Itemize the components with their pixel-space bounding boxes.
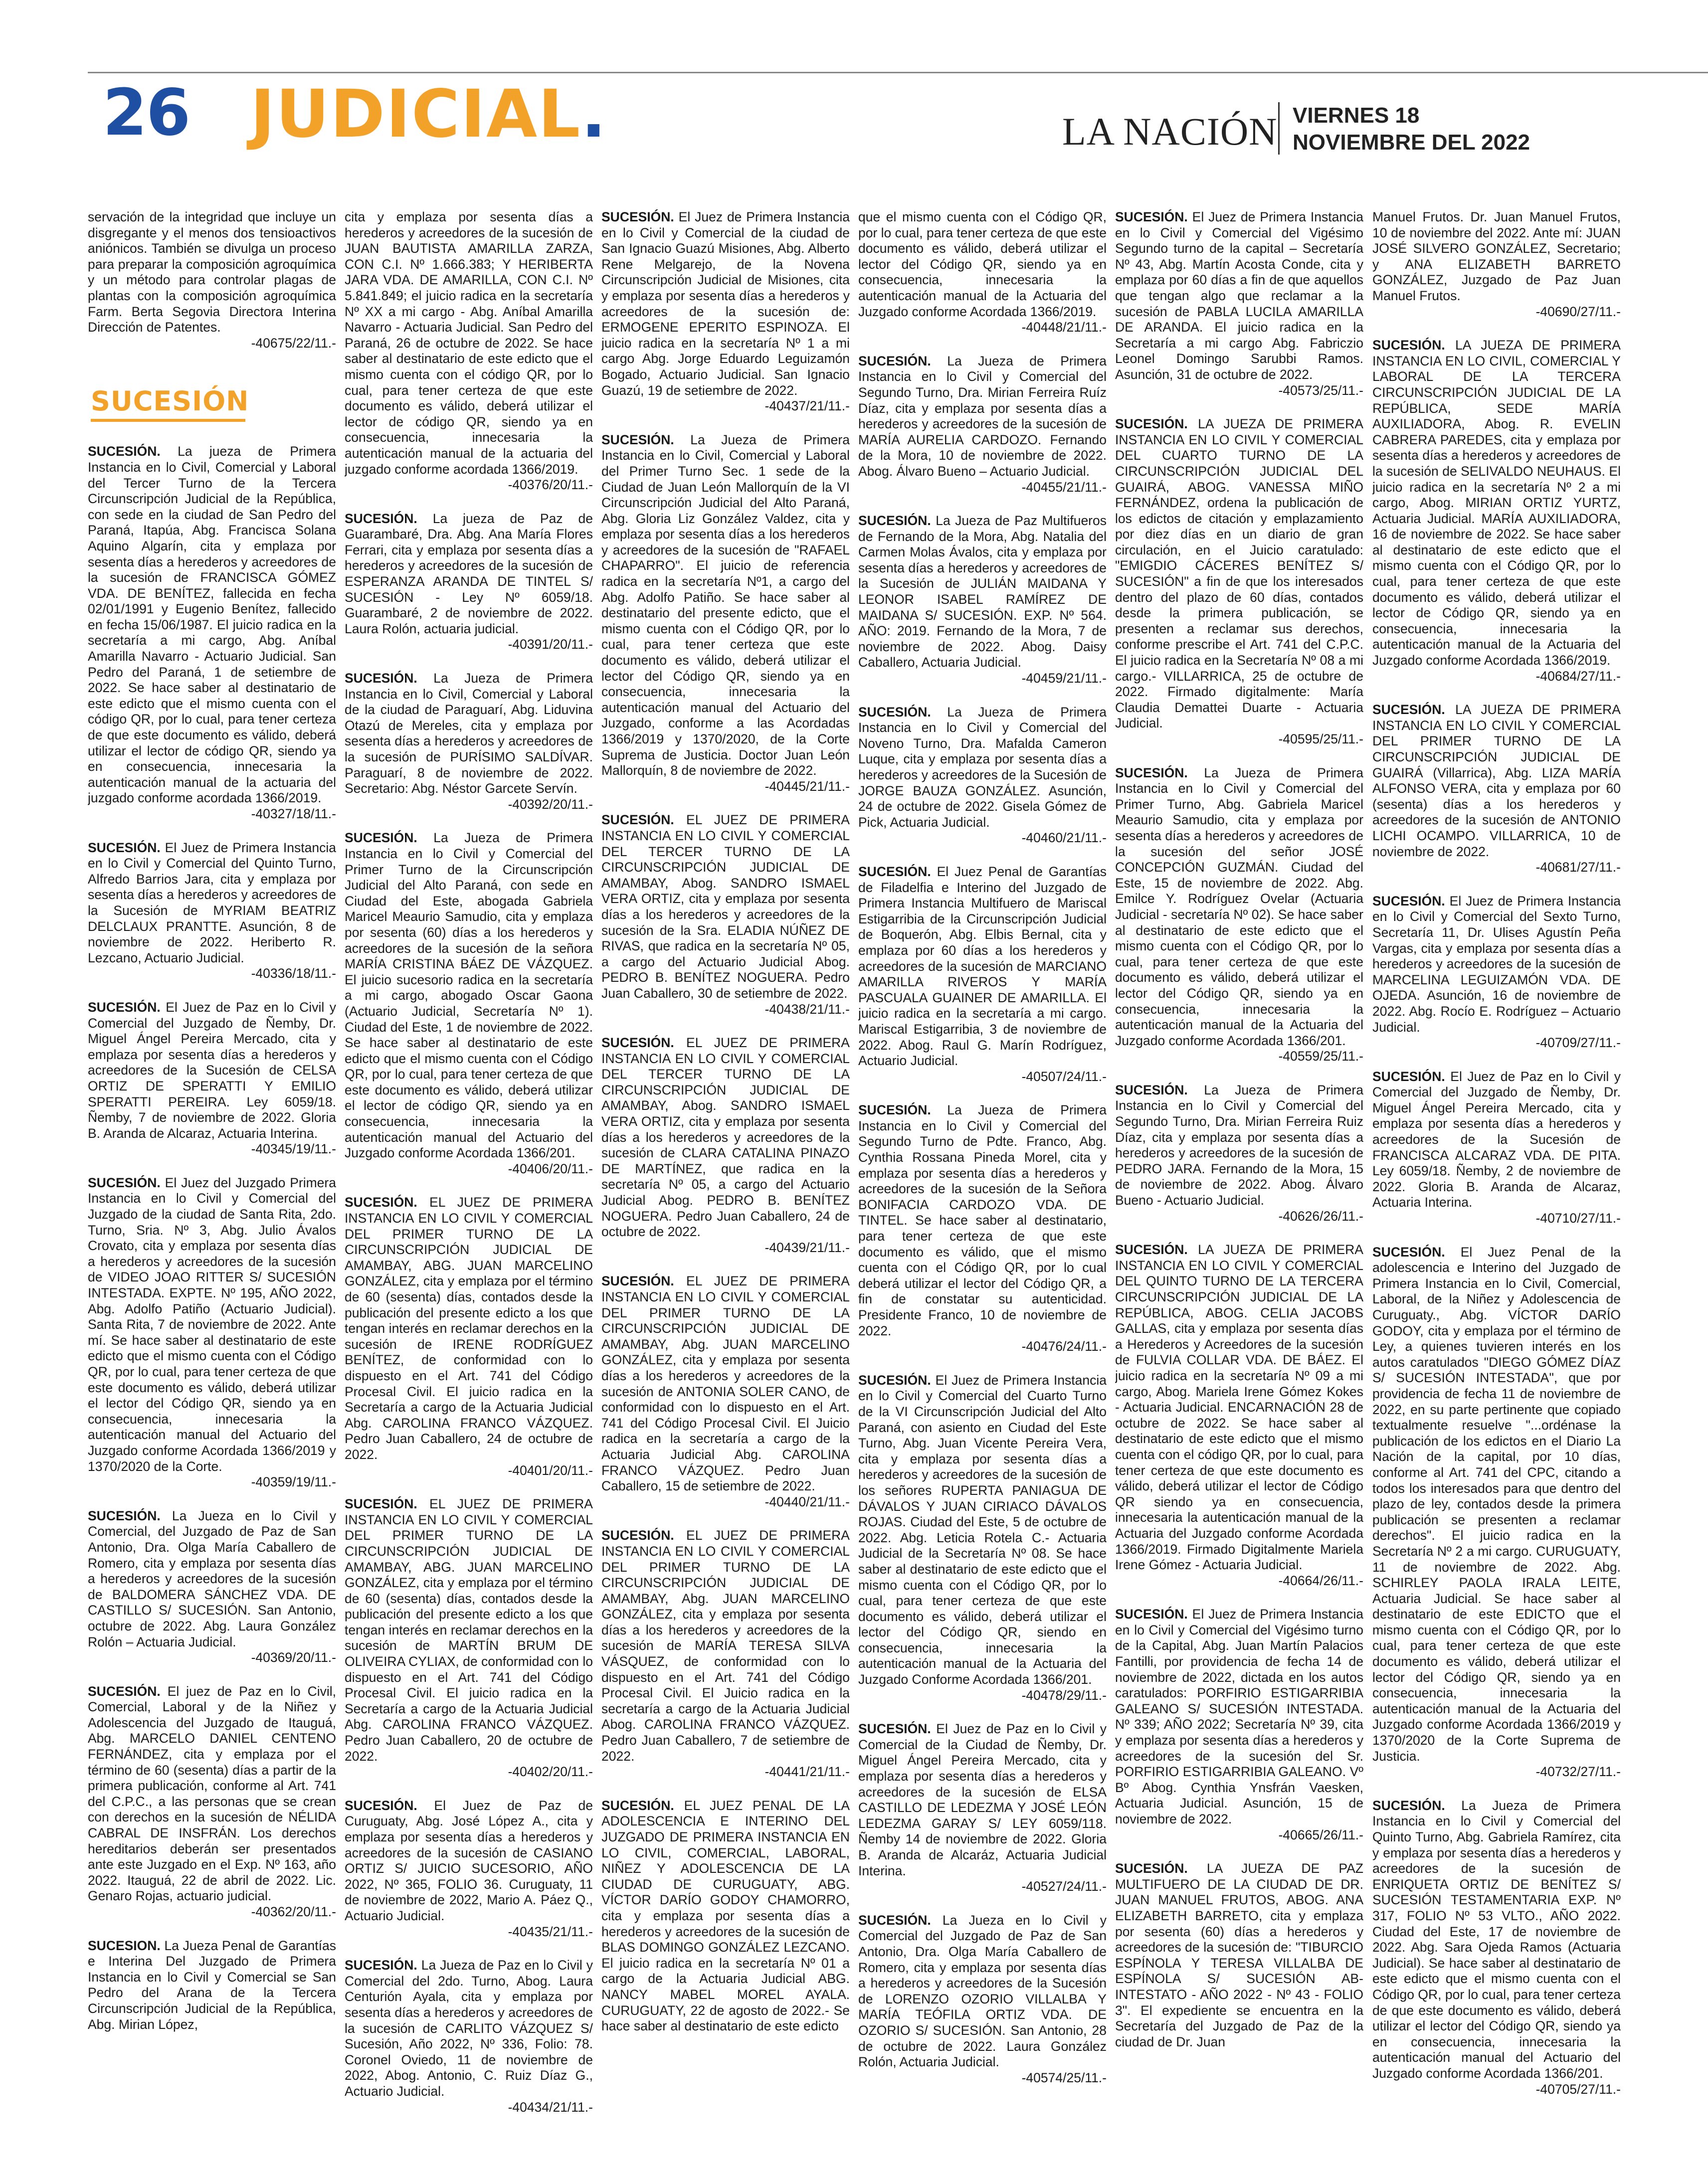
notice-code: -40435/21/11.- — [508, 1924, 593, 1939]
legal-notice — [345, 209, 593, 493]
notice-code: -40391/20/11.- — [508, 637, 593, 652]
column-3 — [601, 209, 850, 2164]
notice-code: -40362/20/11.- — [251, 1904, 336, 1919]
legal-notice — [1372, 209, 1621, 320]
notice-lead: SUCESIÓN. — [858, 704, 931, 720]
notice-lead: SUCESIÓN. — [1372, 1069, 1445, 1084]
legal-notice — [1115, 1861, 1363, 2050]
notice-body: La Jueza de Primera Instancia en lo Civil y Comercial del Segundo Turno, Dra. Mirian Ferreira Ruíz Díaz, cita y emplaza por sesenta días a herederos y acreedores de la sucesión de MARÍA AURELIA CARDOZO. Fernando de la Mora, 10 de noviembre de 2022. Abog. Álvaro Bueno – Actuario Judicial. — [858, 353, 1107, 479]
notice-body: La Jueza de Primera Instancia en lo Civil, Comercial y Laboral de la ciudad de Paraguarí, Abg. Liduvina Otazú de Mereles, cita y emplaza por sesenta días a herederos y acreedores de la sucesión de PURÍSIMO SALDÍVAR. Paraguarí, 8 de noviembre de 2022. Secretario: Abg. Néstor Garcete Servín. — [345, 671, 593, 796]
legal-notice — [858, 1102, 1107, 1355]
legal-notice — [858, 354, 1107, 495]
notice-code: -40336/18/11.- — [251, 966, 336, 981]
notice-body: EL JUEZ DE PRIMERA INSTANCIA EN LO CIVIL Y COMERCIAL DEL PRIMER TURNO DE LA CIRCUNSCRIPCIÓN JUDICIAL DE AMAMBAY, Abg. JUAN MARCELINO GONZÁLEZ, cita y emplaza por sesenta días a los herederos y acreedores de la sucesión de ANTONIA SOLER CANO, de conformidad con lo dispuesto en el Art. 741 del Código Procesal Civil. El Juicio radica en la secretaría a cargo de la Actuaria Judicial Abg. CAROLINA FRANCO VÁZQUEZ. Pedro Juan Caballero, 15 de setiembre de 2022. — [601, 1273, 850, 1494]
date-weekday: VIERNES 18 — [1293, 103, 1420, 128]
legal-notice — [88, 1175, 336, 1490]
page-number: 26 — [103, 76, 190, 150]
notice-code: -40460/21/11.- — [1021, 830, 1107, 846]
notice-code: -40440/21/11.- — [764, 1494, 850, 1509]
notice-code: -40445/21/11.- — [764, 778, 850, 794]
date-month-year: NOVIEMBRE DEL 2022 — [1293, 130, 1530, 155]
legal-notice — [1115, 765, 1363, 1065]
notice-body: La Jueza de Primera Instancia en lo Civil, Comercial y Laboral del Primer Turno Sec. 1 sede de la Ciudad de Juan León Mallorquín de la VI Circunscripción Judicial del Alto Paraná, Abg. Gloria Liz González Valdez, cita y emplaza por sesenta días a los herederos y acreedores de la sucesión de "RAFAEL CHAPARRO". El juicio de referencia radica en la secretaría Nº1, a cargo del Abg. Adolfo Patiño. Se hace saber al destinatario del presente edicto, que el mismo cuenta con el Código QR, por lo cual, para tener certeza que este documento es válido, deberá utilizar el lector del Código QR, siendo ya en consecuencia, innecesaria la autenticación manual del Actuario del Juzgado, conforme a las Acordadas 1366/2019 y 1370/2020, de la Corte Suprema de Justicia. Doctor Juan León Mallorquín, 8 de noviembre de 2022. — [601, 432, 850, 778]
notices-columns — [88, 209, 1621, 2164]
notice-code: -40402/20/11.- — [508, 1764, 593, 1780]
legal-notice — [345, 671, 593, 812]
top-rule — [88, 72, 1708, 73]
notice-body: Manuel Frutos. Dr. Juan Manuel Frutos, 10 de noviembre del 2022. Ante mí: JUAN JOSÉ SILVERO GONZÁLEZ, Secretario; y ANA ELIZABETH BARRETO GONZÁLEZ, Juzgado de Paz Juan Manuel Frutos. — [1372, 209, 1621, 303]
legal-notice — [88, 209, 336, 351]
notice-lead: SUCESIÓN. — [1115, 1242, 1188, 1258]
notice-body: El Juez de Primera Instancia en lo Civil y Comercial del Quinto Turno, Alfredo Barrios Jara, cita y emplaza por sesenta días a herederos y acreedores de la Sucesión de MYRIAM BEATRIZ DELCLAUX PRANTTE. Asunción, 8 de noviembre de 2022. Heriberto R. Lezcano, Actuario Judicial. — [88, 840, 336, 965]
notice-lead: SUCESIÓN. — [1115, 209, 1188, 224]
notice-body: La Jueza de Primera Instancia en lo Civil y Comercial del Noveno Turno, Dra. Mafalda Cameron Luque, cita y emplaza por sesenta días a herederos y acreedores de la Sucesión de JORGE BAUZA GONZÁLEZ. Asunción, 24 de octubre de 2022. Gisela Gómez de Pick, Actuaria Judicial. — [858, 704, 1107, 830]
legal-notice — [1372, 894, 1621, 1051]
notice-code: -40664/26/11.- — [1278, 1573, 1363, 1588]
notice-lead: SUCESIÓN. — [1115, 416, 1188, 432]
notice-lead: SUCESIÓN. — [88, 444, 161, 459]
notice-body: El Juez de Paz de Curuguaty, Abg. José López A., cita y emplaza por sesenta días a herederos y acreedores de la sucesión de CASIANO ORTIZ S/ JUICIO SUCESORIO, AÑO 2022, Nº 365, FOLIO 36. Curuguaty, 11 de noviembre de 2022, Mario A. Páez Q., Actuario Judicial. — [345, 1798, 593, 1923]
notice-body: que el mismo cuenta con el Código QR, por lo cual, para tener certeza de que este documento es válido, deberá utilizar el lector del Código QR, siendo ya en consecuencia, innecesaria la autenticación manual de la Actuaria del Juzgado conforme Acordada 1366/2019. — [858, 209, 1107, 319]
notice-body: EL JUEZ DE PRIMERA INSTANCIA EN LO CIVIL Y COMERCIAL DEL TERCER TURNO DE LA CIRCUNSCRIPCIÓN JUDICIAL DE AMAMBAY, Abog. SANDRO ISMAEL VERA ORTIZ, cita y emplaza por sesenta días a los herederos y acreedores de la sucesión de CLARA CATALINA PINAZO DE MARTÍNEZ, que radica en la secretaría Nº 05, a cargo del Actuario Judicial Abog. PEDRO B. BENÍTEZ NOGUERA. Pedro Juan Caballero, 24 de octubre de 2022. — [601, 1035, 850, 1240]
section-heading-sucesion: SUCESIÓN — [91, 388, 245, 422]
legal-notice — [345, 511, 593, 653]
legal-notice — [1372, 338, 1621, 684]
notice-code: -40441/21/11.- — [764, 1764, 850, 1780]
notice-code: -40681/27/11.- — [1535, 860, 1621, 875]
date-line — [1293, 102, 1530, 156]
notice-body: LA JUEZA DE PRIMERA INSTANCIA EN LO CIVIL Y COMERCIAL DEL CUARTO TURNO DE LA CIRCUNSCRIPCIÓN JUDICIAL DEL GUAIRÁ, ABOG. VANESSA MIÑO FERNÁNDEZ, ordena la publicación de los edictos de citación y emplazamiento por diez días en un diario de gran circulación, en el Juicio caratulado: "EMIGDIO CÁCERES BENÍTEZ S/ SUCESIÓN" a fin de que los interesados dentro del plazo de 60 días, contados desde la primera publicación, se presenten a reclamar sus derechos, conforme prescribe el Art. 741 del C.P.C. El juicio radica en la Secretaría Nº 08 a mi cargo.- VILLARRICA, 25 de octubre de 2022. Firmado digitalmente: María Claudia Demattei Duarte - Actuaria Judicial. — [1115, 416, 1363, 731]
notice-code: -40527/24/11.- — [1021, 1879, 1107, 1894]
legal-notice — [601, 1798, 850, 2034]
notice-lead: SUCESIÓN. — [345, 1958, 417, 1973]
notice-body: El Juez del Juzgado Primera Instancia en lo Civil y Comercial del Juzgado de la ciudad de Santa Rita, 2do. Turno, Sria. Nº 3, Abg. Julio Ávalos Crovato, cita y emplaza por sesenta días a herederos y acreedores de la sucesión de VIDEO JOAO RITTER S/ SUCESIÓN INTESTADA. EXPTE. Nº 195, AÑO 2022, Abg. Adolfo Patiño (Actuario Judicial). Santa Rita, 7 de noviembre de 2022. Ante mí. Se hace saber al destinatario de este edicto que el mismo cuenta con el Código QR, por lo cual, para tener certeza de que este documento es válido, deberá utilizar el lector del Código QR, siendo ya en consecuencia, innecesaria la autenticación manual del Actuario del Juzgado conforme Acordada 1366/2019 y 1370/2020 de la Corte. — [88, 1175, 336, 1474]
notice-code: -40595/25/11.- — [1278, 731, 1363, 746]
notice-lead: SUCESIÓN. — [1115, 1861, 1188, 1876]
notice-body: El juez de Paz en lo Civil, Comercial, Laboral y de la Niñez y Adolescencia del Juzgado de Itauguá, Abg. MARCELO DANIEL CENTENO FERNÁNDEZ, cita y emplaza por el término de 60 (sesenta) días a partir de la primera publicación, conforme al Art. 741 del C.P.C., a las personas que se crean con derechos en la sucesión de NÉLIDA CABRAL DE INSFRÁN. Los derechos hereditarios deberán ser presentados ante este Juzgado en el Exp. Nº 163, año 2022. Itauguá, 22 de abril de 2022. Lic. Genaro Rojas, actuario judicial. — [88, 1683, 336, 1904]
notice-lead: SUCESIÓN. — [1372, 702, 1445, 718]
notice-body: LA JUEZA DE PRIMERA INSTANCIA EN LO CIVIL Y COMERCIAL DEL QUINTO TURNO DE LA TERCERA CIRCUNSCRIPCIÓN JUDICIAL DE LA REPÚBLICA, ABOG. CELIA JACOBS GALLAS, cita y emplaza por sesenta días a Herederos y Acreedores de la sucesión de FULVIA COLLAR VDA. DE BÁEZ. El juicio radica en la secretaría Nº 09 a mi cargo, Abog. Mariela Irene Gómez Kokes - Actuaria Judicial. ENCARNACIÓN 28 de octubre de 2022. Se hace saber al destinatario de este edicto que el mismo cuenta con el código QR, por lo cual, para tener certeza de que este documento es válido, deberá utilizar el lector de Código QR siendo ya en consecuencia, innecesaria la autenticación manual de la Actuaria del Juzgado conforme Acordada 1366/2019. Firmado Digitalmente Mariela Irene Gómez - Actuaria Judicial. — [1115, 1242, 1363, 1573]
notice-body: El Juez de Primera Instancia en lo Civil y Comercial de la ciudad de San Ignacio Guazú Misiones, Abg. Alberto Rene Melgarejo, de la Novena Circunscripción Judicial de Misiones, cita y emplaza por sesenta días a herederos y acreedores de la sucesión de: ERMOGENE EPERITO ESPINOZA. El juicio radica en la secretaría Nº 1 a mi cargo Abg. Jorge Eduardo Leguizamón Bogado, Actuario Judicial. San Ignacio Guazú, 19 de setiembre de 2022. — [601, 209, 850, 398]
legal-notice — [1115, 1242, 1363, 1589]
legal-notice — [88, 1684, 336, 1920]
notice-body: EL JUEZ DE PRIMERA INSTANCIA EN LO CIVIL Y COMERCIAL DEL PRIMER TURNO DE LA CIRCUNSCRIPCIÓN JUDICIAL DE AMAMBAY, Abg. JUAN MARCELINO GONZÁLEZ, cita y emplaza por sesenta días a los herederos y acreedores de la sucesión de MARÍA TERESA SILVA VÁSQUEZ, de conformidad con lo dispuesto en el Art. 741 del Código Procesal Civil. El Juicio radica en la secretaría a cargo de la Actuaria Judicial Abog. CAROLINA FRANCO VÁZQUEZ. Pedro Juan Caballero, 7 de setiembre de 2022. — [601, 1528, 850, 1764]
legal-notice — [88, 840, 336, 982]
notice-lead: SUCESIÓN. — [88, 1508, 161, 1523]
notice-lead: SUCESIÓN. — [601, 1273, 674, 1289]
legal-notice — [1372, 702, 1621, 876]
notice-code: -40448/21/11.- — [1021, 320, 1107, 335]
notice-code: -40359/19/11.- — [251, 1474, 336, 1490]
notice-body: El Juez de Primera Instancia en lo Civil y Comercial del Sexto Turno, Secretaría 11, Dr. Ulises Agustín Peña Vargas, cita y emplaza por sesenta días a herederos y acreedores de la sucesión de MARCELINA LEGUIZAMÓN VDA. DE OJEDA. Asunción, 16 de noviembre de 2022. Abg. Rocío E. Rodríguez – Actuario Judicial. — [1372, 893, 1621, 1035]
notice-body: EL JUEZ DE PRIMERA INSTANCIA EN LO CIVIL Y COMERCIAL DEL TERCER TURNO DE LA CIRCUNSCRIPCIÓN JUDICIAL DE AMAMBAY, Abog. SANDRO ISMAEL VERA ORTIZ, cita y emplaza por sesenta días a los herederos y acreedores de la sucesión de la Sra. ELADIA NÚÑEZ DE RIVAS, que radica en la secretaría Nº 05, a cargo del Actuario Judicial Abog. PEDRO B. BENÍTEZ NOGUERA. Pedro Juan Caballero, 30 de setiembre de 2022. — [601, 812, 850, 1001]
notice-lead: SUCESIÓN. — [88, 999, 161, 1015]
legal-notice — [88, 1938, 336, 2033]
legal-notice — [601, 812, 850, 1017]
legal-notice — [858, 1721, 1107, 1895]
notice-lead: SUCESIÓN. — [858, 1721, 931, 1737]
notice-code: -40478/29/11.- — [1021, 1687, 1107, 1703]
legal-notice — [601, 432, 850, 795]
notice-lead: SUCESIÓN. — [1372, 1798, 1445, 1813]
notice-body: La Jueza de Paz en lo Civil y Comercial del 2do. Turno, Abog. Laura Centurión Ayala, cita y emplaza por sesenta días a herederos y acreedores de la sucesión de CARLITO VÁZQUEZ S/ Sucesión, Año 2022, Nº 336, Folio: 78. Coronel Oviedo, 11 de noviembre de 2022, Abog. Antonio, C. Ruiz Díaz G., Actuario Judicial. — [345, 1958, 593, 2099]
legal-notice — [345, 1798, 593, 1940]
legal-notice — [1115, 1607, 1363, 1843]
notice-lead: SUCESIÓN. — [345, 1798, 417, 1813]
notice-code: -40439/21/11.- — [764, 1240, 850, 1255]
notice-lead: SUCESIÓN. — [601, 812, 674, 828]
legal-notice — [345, 1958, 593, 2115]
notice-code: -40345/19/11.- — [251, 1141, 336, 1157]
notice-lead: SUCESIÓN. — [601, 209, 674, 224]
notice-body: servación de la integridad que incluye un disgregante y el menos dos tensioactivos aniónicos. También se divulga un proceso para preparar la composición agroquímica y un método para controlar plagas de plantas con la composición agroquímica Farm. Berta Segovia Directora Interina Dirección de Patentes. — [88, 209, 336, 335]
notice-code: -40573/25/11.- — [1278, 382, 1363, 398]
notice-code: -40626/26/11.- — [1278, 1208, 1363, 1224]
notice-code: -40392/20/11.- — [508, 796, 593, 812]
notice-lead: SUCESIÓN. — [1372, 893, 1445, 908]
notice-body: El Juez de Paz en lo Civil y Comercial del Juzgado de Ñemby, Dr. Miguel Ángel Pereira Mercado, cita y emplaza por sesenta días a herederos y acreedores de la Sucesión de FRANCISCA ALCARAZ VDA. DE PITA. Ley 6059/18. Ñemby, 2 de noviembre de 2022. Gloria B. Aranda de Alcaraz, Actuaria Interina. — [1372, 1069, 1621, 1210]
notice-lead: SUCESION. — [88, 1938, 161, 1953]
notice-code: -40710/27/11.- — [1535, 1211, 1621, 1226]
notice-code: -40684/27/11.- — [1535, 668, 1621, 684]
notice-body: La jueza de Paz de Guarambaré, Dra. Abg. Ana María Flores Ferrari, cita y emplaza por sesenta días a herederos y acreedores de la sucesión de ESPERANZA ARANDA DE TINTEL S/ SUCESIÓN - Ley Nº 6059/18. Guarambaré, 2 de noviembre de 2022. Laura Rolón, actuaria judicial. — [345, 511, 593, 636]
legal-notice — [601, 1035, 850, 1256]
notice-body: El Juez de Primera Instancia en lo Civil y Comercial del Vigésimo turno de la Capital, Abg. Juan Martín Palacios Fantilli, por providencia de fecha 14 de noviembre de 2022, dictada en los autos caratulados: PORFIRIO ESTIGARRIBIA GALEANO S/ SUCESIÓN INTESTADA. Nº 339; AÑO 2022; Secretaría Nº 39, cita y emplaza por sesenta días a herederos y acreedores de la sucesión del Sr. PORFIRIO ESTIGARRIBIA GALEANO. Vº Bº Abog. Cynthia Ynsfrán Vaesken, Actuaria Judicial. Asunción, 15 de noviembre de 2022. — [1115, 1607, 1363, 1826]
notice-lead: SUCESIÓN. — [1372, 338, 1445, 353]
notice-code: -40709/27/11.- — [1535, 1035, 1621, 1051]
notice-code: -40690/27/11.- — [1535, 304, 1621, 319]
notice-lead: SUCESIÓN. — [858, 1912, 931, 1928]
notice-lead: SUCESIÓN. — [858, 864, 931, 879]
legal-notice — [1115, 209, 1363, 398]
notice-lead: SUCESIÓN. — [88, 1683, 161, 1699]
notice-body: LA JUEZA DE PRIMERA INSTANCIA EN LO CIVIL, COMERCIAL Y LABORAL DE LA TERCERA CIRCUNSCRIPCIÓN JUDICIAL DE LA REPÚBLICA, SEDE MARÍA AUXILIADORA, Abog. R. EVELIN CABRERA PAREDES, cita y emplaza por sesenta días a herederos y acreedores de la sucesión de SELIVALDO NEUHAUS. El juicio radica en la secretaría Nº 2 a mi cargo, Abog. MIRIAN ORTIZ YURTZ, Actuaria Judicial. MARÍA AUXILIADORA, 16 de noviembre de 2022. Se hace saber al destinatario de este edicto que el mismo cuenta con el Código QR, por lo cual, para tener certeza de que este documento es válido, deberá utilizar el lector de Código QR, siendo ya en consecuencia, innecesaria la autenticación manual de la Actuaria del Juzgado conforme Acordada 1366/2019. — [1372, 338, 1621, 668]
section-title-dot: . — [581, 76, 607, 153]
column-1 — [88, 209, 336, 2164]
notice-body: El Juez de Paz en lo Civil y Comercial del Juzgado de Ñemby, Dr. Miguel Ángel Pereira Mercado, cita y emplaza por sesenta días a herederos y acreedores de la Sucesión de CELSA ORTIZ DE SPERATTI Y EMILIO SPERATTI PEREIRA. Ley 6059/18. Ñemby, 7 de noviembre de 2022. Gloria B. Aranda de Alcaraz, Actuaria Interina. — [88, 999, 336, 1141]
notice-lead: SUCESIÓN. — [858, 1372, 931, 1388]
legal-notice — [601, 1273, 850, 1510]
legal-notice — [858, 209, 1107, 336]
notice-lead: SUCESIÓN. — [601, 432, 674, 447]
notice-lead: SUCESIÓN. — [345, 1195, 417, 1210]
notice-body: La Jueza Penal de Garantías e Interina Del Juzgado de Primera Instancia en lo Civil y Comercial se San Pedro del Arana de la Tercera Circunscripción Judicial de la República, Abg. Mirian López, — [88, 1938, 336, 2032]
notice-body: cita y emplaza por sesenta días a herederos y acreedores de la sucesión de JUAN BAUTISTA AMARILLA ZARZA, CON C.I. Nº 1.666.383; Y HERIBERTA JARA VDA. DE AMARILLA, CON C.I. Nº 5.841.849; el juicio radica en la secretaría Nº XX a mi cargo - Abg. Aníbal Amarilla Navarro - Actuaria Judicial. San Pedro del Paraná, 26 de octubre de 2022. Se hace saber al destinatario de este edicto que el mismo cuenta con el código QR, por lo cual, para tener certeza de que este documento es válido, deberá utilizar el lector de código QR, siendo ya en consecuencia, innecesaria la autenticación manual de la actuaria del juzgado conforme acordada 1366/2019. — [345, 209, 593, 477]
notice-body: El Juez de Primera Instancia en lo Civil y Comercial del Cuarto Turno de la VI Circunscripción Judicial del Alto Paraná, con asiento en Ciudad del Este Turno, Abg. Juan Vicente Pereira Vera, cita y emplaza por sesenta días a herederos y acreedores de la sucesión de los señores RUPERTA PANIAGUA DE DÁVALOS Y JUAN CIRIACO DÁVALOS ROJAS. Ciudad del Este, 5 de octubre de 2022. Abg. Leticia Rotela C.- Actuaria Judicial de la Secretaría Nº 08. Se hace saber al destinatario de este edicto que el mismo cuenta con el Código QR, por lo cual, para tener certeza de que este documento es válido, deberá utilizar el lector del Código QR, siendo en consecuencia, innecesaria la autenticación manual de la Actuaria del Juzgado Conforme Acordada 1366/201. — [858, 1372, 1107, 1687]
notice-body: El Juez Penal de la adolescencia e Interino del Juzgado de Primera Instancia en lo Civil, Comercial, Laboral, de la Niñez y Adolescencia de Curuguaty., Abg. VÍCTOR DARÍO GODOY, cita y emplaza por el término de Ley, a quienes tuvieren interés en los autos caratulados "DIEGO GÓMEZ DÍAZ S/ SUCESIÓN INTESTADA", que por providencia de fecha 11 de noviembre de 2022, en su parte pertinente que copiado textualmente resuelve "...ordénase la publicación de los edictos en el Diario La Nación de la capital, por 10 días, conforme al Art. 741 del CPC, citando a todos los interesados para que dentro del plazo de ley, contados desde la primera publicación se presenten a reclamar derechos". El juicio radica en la Secretaría Nº 2 a mi cargo. CURUGUATY, 11 de noviembre de 2022. Abg. SCHIRLEY PAOLA IRALA LEITE, Actuaria Judicial. Se hace saber al destinatario de este EDICTO que el mismo cuenta con el Código QR, por lo cual, para tener certeza de que este documento es válido, deberá utilizar el lector del Código QR, siendo ya en consecuencia, innecesaria la autenticación manual de la Actuaria del Juzgado conforme Acordada 1366/2019 y 1370/2020 de la Corte Suprema de Justicia. — [1372, 1244, 1621, 1764]
notice-body: La Jueza de Primera Instancia en lo Civil y Comercial del Primer Turno de la Circunscripción Judicial del Alto Paraná, con sede en Ciudad del Este, abogada Gabriela Maricel Meaurio Samudio, cita y emplaza por sesenta (60) días a los herederos y acreedores de la sucesión de la señora MARÍA CRISTINA BÁEZ DE VÁZQUEZ. El juicio sucesorio radica en la secretaría a mi cargo, abogado Oscar Gaona (Actuario Judicial, Secretaría Nº 1). Ciudad del Este, 1 de noviembre de 2022. Se hace saber al destinatario de este edicto que el mismo cuenta con el Código QR, por lo cual, para tener certeza de que este documento es válido, deberá utilizar el lector de código QR, siendo ya en consecuencia, innecesaria la autenticación manual del Actuario del Juzgado conforme Acordada 1366/201. — [345, 830, 593, 1161]
notice-lead: SUCESIÓN. — [1115, 1607, 1188, 1622]
notice-body: La Jueza de Paz Multifueros de Fernando de la Mora, Abg. Natalia del Carmen Molas Ávalos, cita y emplaza por sesenta días a herederos y acreedores de la Sucesión de JULIÁN MAIDANA Y LEONOR ISABEL RAMÍREZ DE MAIDANA S/ SUCESIÓN. EXP. Nº 564. AÑO: 2019. Fernando de la Mora, 7 de noviembre de 2022. Abog. Daisy Caballero, Actuaria Judicial. — [858, 513, 1107, 670]
notice-code: -40376/20/11.- — [508, 477, 593, 493]
legal-notice — [88, 1508, 336, 1666]
legal-notice — [345, 830, 593, 1177]
notice-body: La Jueza de Primera Instancia en lo Civil y Comercial del Quinto Turno, Abg. Gabriela Ramírez, cita y emplaza por sesenta días a herederos y acreedores de la sucesión de ENRIQUETA ORTIZ DE BENÍTEZ S/ SUCESIÓN TESTAMENTARIA EXP. Nº 317, FOLIO Nº 53 VLTO., AÑO 2022. Ciudad del Este, 17 de noviembre de 2022. Abg. Sara Ojeda Ramos (Actuaria Judicial). Se hace saber al destinatario de este edicto que el mismo cuenta con el Código QR, por lo cual, para tener certeza de que este documento es válido, deberá utilizar el lector del Código QR, siendo ya en consecuencia, innecesaria la autenticación manual del Actuario del Juzgado conforme Acordada 1366/201. — [1372, 1798, 1621, 2081]
notice-lead: SUCESIÓN. — [601, 1035, 674, 1051]
notice-body: EL JUEZ DE PRIMERA INSTANCIA EN LO CIVIL Y COMERCIAL DEL PRIMER TURNO DE LA CIRCUNSCRIPCIÓN JUDICIAL DE AMAMBAY, ABG. JUAN MARCELINO GONZÁLEZ, cita y emplaza por el término de 60 (sesenta) días, contados desde la publicación del presente edicto a los que tengan interés en reclamar derechos en la sucesión de MARTÍN BRUM DE OLIVEIRA CYLIAX, de conformidad con lo dispuesto en el Art. 741 del Código Procesal Civil. El juicio radica en la Secretaría a cargo de la Actuaria Judicial Abg. CAROLINA FRANCO VÁZQUEZ. Pedro Juan Caballero, 20 de octubre de 2022. — [345, 1496, 593, 1764]
legal-notice — [1115, 416, 1363, 747]
notice-lead: SUCESIÓN. — [1372, 1244, 1445, 1260]
legal-notice — [1115, 1083, 1363, 1224]
notice-lead: SUCESIÓN. — [601, 1798, 674, 1813]
notice-body: El Juez de Paz en lo Civil y Comercial de la Ciudad de Ñemby, Dr. Miguel Ángel Pereira Mercado, cita y emplaza por sesenta días a herederos y acreedores de la sucesión de ELSA CASTILLO DE LEDEZMA Y JOSÉ LEÓN LEDEZMA GARAY S/ LEY 6059/118. Ñemby 14 de noviembre de 2022. Gloria B. Aranda de Alcaráz, Actuaria Judicial Interina. — [858, 1721, 1107, 1878]
notice-code: -40574/25/11.- — [1021, 2070, 1107, 2085]
notice-body: EL JUEZ PENAL DE LA ADOLESCENCIA E INTERINO DEL JUZGADO DE PRIMERA INSTANCIA EN LO CIVIL, COMERCIAL, LABORAL, NIÑEZ Y ADOLESCENCIA DE LA CIUDAD DE CURUGUATY, ABG. VÍCTOR DARÍO GODOY CHAMORRO, cita y emplaza por sesenta días a herederos y acreedores de la sucesión de BLAS DOMINGO GONZÁLEZ LEZCANO. El juicio radica en la secretaría Nº 01 a cargo de la Actuaria Judicial ABG. NANCY MABEL MOREL AYALA. CURUGUATY, 22 de agosto de 2022.- Se hace saber al destinatario de este edicto — [601, 1798, 850, 2034]
notice-body: La Jueza en lo Civil y Comercial del Juzgado de Paz de San Antonio, Dra. Olga María Caballero de Romero, cita y emplaza por sesenta días a herederos y acreedores de la Sucesión de LORENZO OZORIO VILLALBA Y MARÍA TEÓFILA ORTIZ VDA. DE OZORIO S/ SUCESIÓN. San Antonio, 28 de octubre de 2022. Laura González Rolón, Actuaria Judicial. — [858, 1912, 1107, 2070]
notice-lead: SUCESIÓN. — [1115, 765, 1188, 780]
notice-code: -40434/21/11.- — [508, 2099, 593, 2115]
notice-code: -40507/24/11.- — [1021, 1069, 1107, 1084]
notice-body: La Jueza de Primera Instancia en lo Civil y Comercial del Segundo Turno, Dra. Mirian Ferreira Ruiz Díaz, cita y emplaza por sesenta días a herederos y acreedores de la sucesión de PEDRO JARA. Fernando de la Mora, 15 de noviembre de 2022. Abog. Álvaro Bueno - Actuario Judicial. — [1115, 1082, 1363, 1208]
legal-notice — [1372, 1069, 1621, 1227]
column-5 — [1115, 209, 1363, 2164]
notice-code: -40705/27/11.- — [1535, 2081, 1621, 2097]
legal-notice — [1372, 1245, 1621, 1780]
legal-notice — [858, 864, 1107, 1085]
legal-notice — [345, 1496, 593, 1780]
notice-body: La Jueza de Primera Instancia en lo Civil y Comercial del Primer Turno, Abg. Gabriela Maricel Meaurio Samudio, cita y emplaza por sesenta días a herederos y acreedores de la sucesión del señor JOSÉ CONCEPCIÓN GUZMÁN. Ciudad del Este, 15 de noviembre de 2022. Abg. Emilce Y. Rodríguez Ovelar (Actuaria Judicial - secretaría Nº 02). Se hace saber al destinatario de este edicto que el mismo cuenta con el Código QR, por lo cual, para tener certeza de que este documento es válido, deberá utilizar el lector del Código QR, siendo ya en consecuencia, innecesaria la autenticación manual de la Actuaria del Juzgado conforme Acordada 1366/201. — [1115, 765, 1363, 1048]
notice-body: EL JUEZ DE PRIMERA INSTANCIA EN LO CIVIL Y COMERCIAL DEL PRIMER TURNO DE LA CIRCUNSCRIPCIÓN JUDICIAL DE AMAMBAY, ABG. JUAN MARCELINO GONZÁLEZ, cita y emplaza por el término de 60 (sesenta) días, contados desde la publicación del presente edicto a los que tengan interés en reclamar derechos en la sucesión de IRENE RODRÍGUEZ BENÍTEZ, de conformidad con lo dispuesto en el Art. 741 del Código Procesal Civil. El juicio radica en la Secretaría a cargo de la Actuaria Judicial Abg. CAROLINA FRANCO VÁZQUEZ. Pedro Juan Caballero, 24 de octubre de 2022. — [345, 1195, 593, 1462]
legal-notice — [88, 1000, 336, 1157]
notice-lead: SUCESIÓN. — [858, 1102, 931, 1118]
notice-body: La Jueza de Primera Instancia en lo Civil y Comercial del Segundo Turno de Pdte. Franco, Abg. Cynthia Rossana Pineda Morel, cita y emplaza por sesenta días a herederos y acreedores de la sucesión de la Señora BONIFACIA CARDOZO VDA. DE TINTEL. Se hace saber al destinatario, para tener certeza de que este documento es válido, que el mismo cuenta con el Código QR, por lo cual deberá utilizar el lector del Código QR, a fin de constatar su autenticidad. Presidente Franco, 10 de noviembre de 2022. — [858, 1102, 1107, 1338]
notice-code: -40369/20/11.- — [251, 1650, 336, 1665]
legal-notice — [88, 444, 336, 822]
notice-code: -40476/24/11.- — [1021, 1339, 1107, 1354]
legal-notice — [601, 209, 850, 414]
notice-lead: SUCESIÓN. — [601, 1528, 674, 1543]
notice-lead: SUCESIÓN. — [858, 513, 931, 529]
notice-lead: SUCESIÓN. — [1115, 1082, 1188, 1097]
newspaper-masthead: LA NACIÓN — [1062, 110, 1278, 153]
notice-code: -40665/26/11.- — [1278, 1827, 1363, 1842]
legal-notice — [1372, 1798, 1621, 2097]
column-2 — [345, 209, 593, 2164]
legal-notice — [858, 1913, 1107, 2086]
section-title-text: JUDICIAL — [250, 76, 581, 153]
column-6 — [1372, 209, 1621, 2164]
notice-lead: SUCESIÓN. — [88, 1175, 161, 1190]
legal-notice — [601, 1528, 850, 1780]
notice-code: -40406/20/11.- — [508, 1161, 593, 1176]
notice-code: -40438/21/11.- — [764, 1001, 850, 1017]
notice-lead: SUCESIÓN. — [345, 1496, 417, 1512]
notice-body: La jueza de Primera Instancia en lo Civil, Comercial y Laboral del Tercer Turno de la Tercera Circunscripción Judicial de la República, con sede en la ciudad de San Pedro del Paraná, Itapúa, Abg. Francisca Solana Aquino Algarín, cita y emplaza por sesenta días a herederos y acreedores de la sucesión de FRANCISCA GÓMEZ VDA. DE BENÍTEZ, fallecida en fecha 02/01/1991 y Eugenio Benítez, fallecido en fecha 15/06/1987. El juicio radica en la secretaría a mi cargo, Abg. Aníbal Amarilla Navarro - Actuario Judicial. San Pedro del Paraná, 1 de setiembre de 2022. Se hace saber al destinatario de este edicto que el mismo cuenta con el código QR, por lo cual, para tener certeza de que este documento es válido, deberá utilizar el lector de código QR, siendo ya en consecuencia, innecesaria la autenticación manual de la actuaria del juzgado conforme acordada 1366/2019. — [88, 444, 336, 806]
notice-lead: SUCESIÓN. — [345, 511, 417, 526]
notice-code: -40327/18/11.- — [251, 806, 336, 821]
notice-code: -40732/27/11.- — [1535, 1764, 1621, 1780]
notice-lead: SUCESIÓN. — [858, 353, 931, 368]
notice-body: La Jueza en lo Civil y Comercial, del Juzgado de Paz de San Antonio, Dra. Olga María Caballero de Romero, cita y emplaza por sesenta días a herederos y acreedores de la sucesión de BALDOMERA SÁNCHEZ VDA. DE CASTILLO S/ SUCESIÓN. San Antonio, octubre de 2022. Abg. Laura González Rolón – Actuaria Judicial. — [88, 1508, 336, 1649]
legal-notice — [858, 513, 1107, 687]
notice-lead: SUCESIÓN. — [345, 830, 417, 846]
notice-code: -40401/20/11.- — [508, 1462, 593, 1478]
notice-code: -40437/21/11.- — [764, 398, 850, 414]
notice-lead: SUCESIÓN. — [88, 840, 161, 855]
notice-body: El Juez Penal de Garantías de Filadelfia e Interino del Juzgado de Primera Instancia Multifuero de Mariscal Estigarribia de la Circunscripción Judicial de Boquerón, Abg. Elbis Bernal, cita y emplaza por 60 días a los herederos y acreedores de la sucesión de MARCIANO AMARILLA RIVEROS Y MARÍA PASCUALA GUAINER DE AMARILLA. El juicio radica en la secretaría a mi cargo. Mariscal Estigarribia, 3 de noviembre de 2022. Abog. Raul G. Marín Rodríguez, Actuario Judicial. — [858, 864, 1107, 1069]
notice-body: LA JUEZA DE PRIMERA INSTANCIA EN LO CIVIL Y COMERCIAL DEL PRIMER TURNO DE LA CIRCUNSCRIPCIÓN JUDICIAL DE GUAIRÁ (Villarrica), Abg. LIZA MARÍA ALFONSO VERA, cita y emplaza por 60 (sesenta) días a los herederos y acreedores de la sucesión de ANTONIO LICHI OCAMPO. VILLARRICA, 10 de noviembre de 2022. — [1372, 702, 1621, 859]
notice-code: -40559/25/11.- — [1278, 1049, 1363, 1064]
header-divider — [1278, 102, 1280, 155]
section-title — [250, 76, 607, 153]
legal-notice — [345, 1195, 593, 1478]
notice-code: -40459/21/11.- — [1021, 671, 1107, 686]
notice-code: -40455/21/11.- — [1021, 479, 1107, 495]
notice-lead: SUCESIÓN. — [345, 671, 417, 686]
notice-code: -40675/22/11.- — [251, 335, 336, 351]
legal-notice — [858, 705, 1107, 846]
legal-notice — [858, 1373, 1107, 1703]
column-4 — [858, 209, 1107, 2164]
notice-body: El Juez de Primera Instancia en lo Civil y Comercial del Vigésimo Segundo turno de la capital – Secretaría Nº 43, Abg. Martín Acosta Conde, cita y emplaza por 60 días a fin de que aquellos que tengan algo que reclamar a la sucesión de PABLA LUCILA AMARILLA DE ARANDA. El juicio radica en la Secretaría a mi cargo Abg. Fabriczio Leonel Domingo Sarubbi Ramos. Asunción, 31 de octubre de 2022. — [1115, 209, 1363, 382]
notice-body: LA JUEZA DE PAZ MULTIFUERO DE LA CIUDAD DE DR. JUAN MANUEL FRUTOS, ABOG. ANA ELIZABETH BARRETO, cita y emplaza por sesenta (60) días a herederos y acreedores de la sucesión de: "TIBURCIO ESPÍNOLA Y TERESA VILLALBA DE ESPÍNOLA S/ SUCESIÓN AB-INTESTATO - AÑO 2022 - Nº 43 - FOLIO 3". El expediente se encuentra en la Secretaría del Juzgado de Paz de la ciudad de Dr. Juan — [1115, 1861, 1363, 2049]
